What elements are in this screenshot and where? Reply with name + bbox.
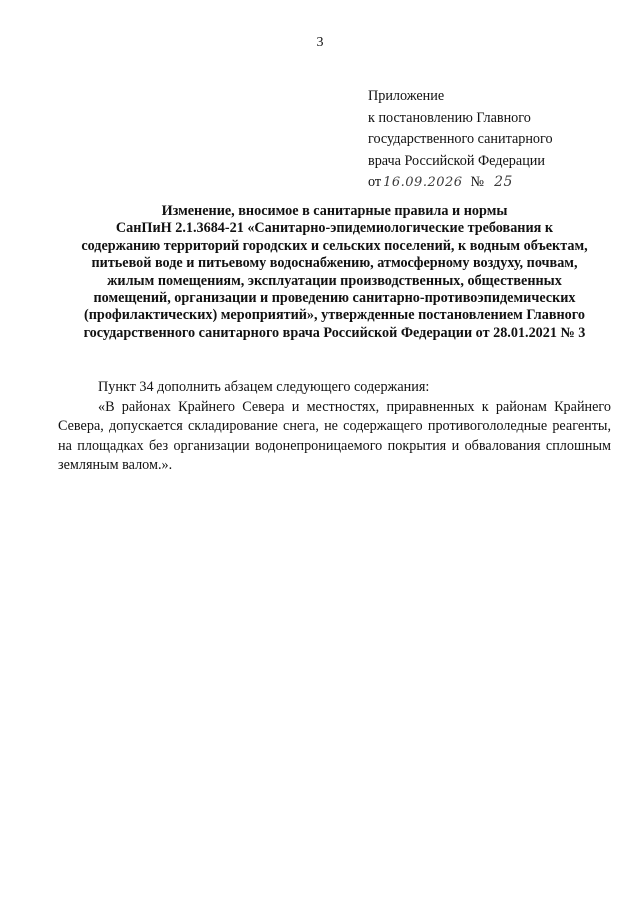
document-body [58, 378, 611, 476]
document-heading [58, 203, 611, 342]
handwritten-date: 16.09.2026 [383, 175, 463, 190]
heading-line-6: помещений, организации и проведению санитарно-противоэпидемических [93, 290, 576, 307]
page-number: 3 [316, 35, 324, 50]
intro-paragraph: Пункт 34 дополнить абзацем следующего содержания: [98, 379, 430, 395]
date-prefix: от [368, 174, 382, 190]
quoted-paragraph: «В районах Крайнего Севера и местностях, приравненных к районам Крайнего Севера, допускается складирование снега, не содержащего противогололедные реагенты, на площадках без организации водонепроницаемого покрытия и обвалования сплошным земляным валом.». [58, 398, 611, 474]
appendix-line-1: Приложение [368, 88, 445, 104]
heading-line-1: Изменение, вносимое в санитарные правила и нормы [161, 203, 508, 219]
appendix-line-4: врача Российской Федерации [368, 152, 545, 169]
appendix-block [368, 86, 553, 194]
heading-line-3: содержанию территорий городских и сельских поселений, к водным объектам, [81, 237, 588, 254]
appendix-line-3: государственного санитарного [368, 131, 553, 147]
heading-line-2: СанПиН 2.1.3684-21 «Санитарно-эпидемиологические требования к [115, 220, 554, 237]
number-sign: № [470, 174, 485, 190]
heading-line-4: питьевой воде и питьевому водоснабжению, атмосферному воздуху, почвам, [91, 255, 578, 272]
handwritten-number: 25 [494, 174, 513, 190]
appendix-line-2: к постановлению Главного [368, 109, 531, 126]
heading-line-8: государственного санитарного врача Российской Федерации от 28.01.2021 № 3 [83, 324, 586, 341]
heading-line-7: (профилактических) мероприятий», утвержденные постановлением Главного [84, 307, 585, 324]
appendix-date-line [368, 172, 553, 194]
heading-line-5: жилым помещениям, эксплуатации производственных, общественных [107, 272, 562, 289]
